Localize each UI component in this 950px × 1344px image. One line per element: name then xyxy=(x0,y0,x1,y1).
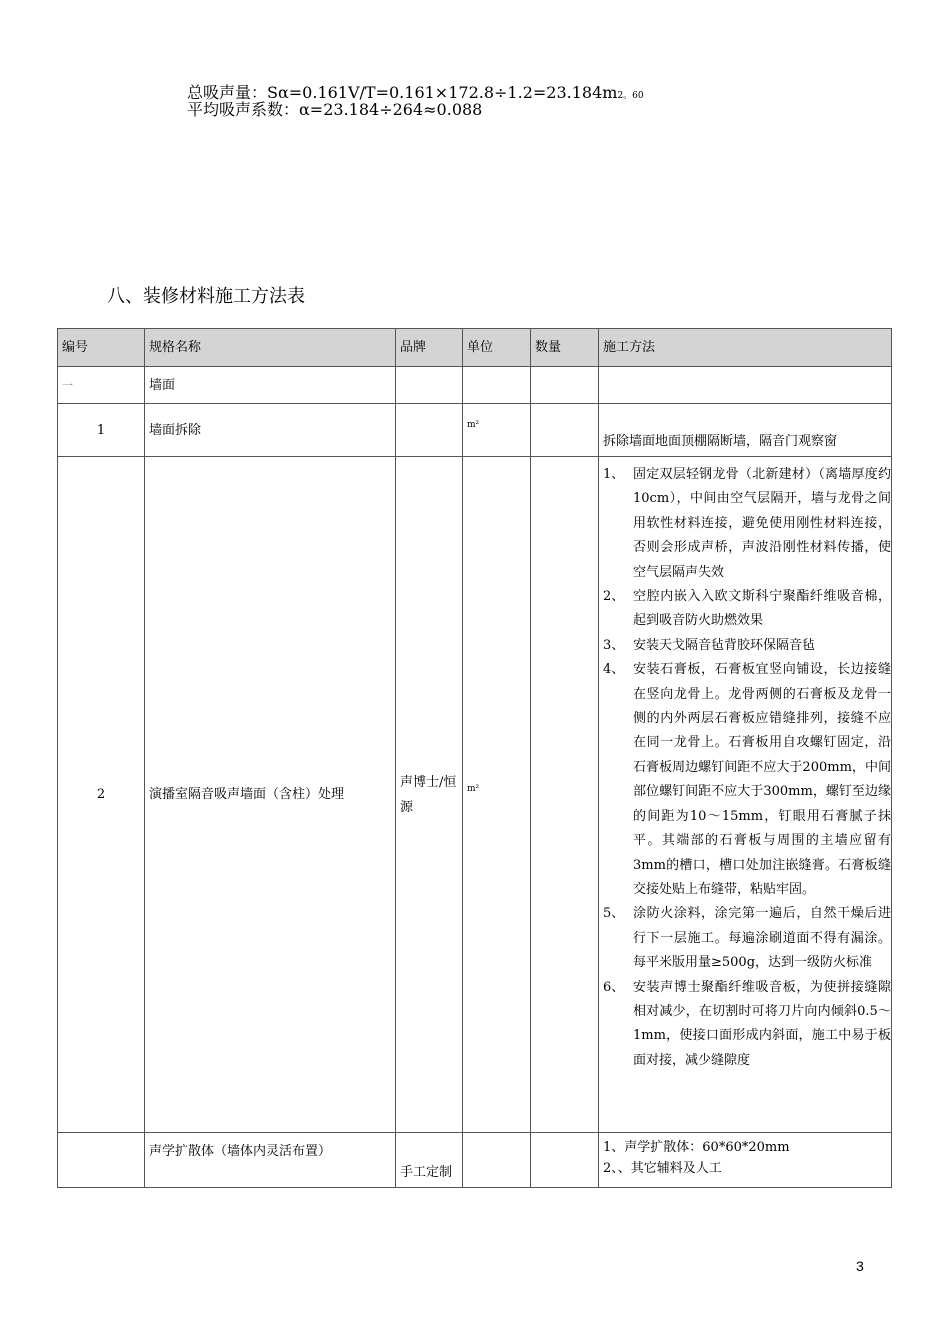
formula-total-absorption-suffix: 2。60 xyxy=(617,91,644,101)
page-number: 3 xyxy=(856,1258,864,1274)
list-item: 1、 固定双层轻钢龙骨（北新建材）（离墙厚度约10cm），中间由空气层隔开，墙与龙骨之间用软性材料连接，避免使用刚性材料连接，否则会形成声桥，声波沿刚性材料传播，使空气层隔声失效 xyxy=(603,467,891,580)
brand-cell: 声博士/恒源 xyxy=(396,457,463,1133)
quantity-cell xyxy=(531,404,599,457)
table-header-row xyxy=(58,329,892,367)
unit-cell xyxy=(463,457,531,1133)
header-cell-spec: 规格名称 xyxy=(145,329,396,367)
brand-cell xyxy=(396,404,463,457)
list-item: 6、 安装声博士聚酯纤维吸音板，为使拼接缝隙相对减少，在切割时可将刀片向内倾斜0.5～1mm，使接口面形成内斜面，施工中易于板面对接，减少缝隙度 xyxy=(603,979,891,1068)
unit-text: m² xyxy=(467,419,480,430)
empty-cell xyxy=(463,367,531,404)
header-cell-method: 施工方法 xyxy=(599,329,892,367)
header-cell-unit: 单位 xyxy=(463,329,531,367)
spec-name: 墙面拆除 xyxy=(145,404,396,457)
empty-cell xyxy=(396,367,463,404)
formula-total-absorption-text: 总吸声量：Sα=0.161V/T=0.161×172.8÷1.2=23.184m xyxy=(187,83,618,102)
unit-cell xyxy=(463,1133,531,1188)
header-cell-quantity: 数量 xyxy=(531,329,599,367)
spec-name: 声学扩散体（墙体内灵活布置） xyxy=(145,1133,396,1188)
table-row xyxy=(58,404,892,457)
list-item: 4、 安装石膏板，石膏板宜竖向铺设，长边接缝在竖向龙骨上。龙骨两侧的石膏板及龙骨一侧的内外两层石膏板应错缝排列，接缝不应在同一龙骨上。石膏板用自攻螺钉固定，沿石膏板周边螺钉间距不应大于200mm，中间部位螺钉间距不应大于300mm，螺钉至边缘的间距为10～15mm，钉眼用石膏腻子抹平。其端部的石膏板与周围的主墙应留有3mm的槽口，槽口处加注嵌缝膏。石膏板缝交接处贴上布缝带，粘贴牢固。 xyxy=(603,662,891,897)
header-cell-brand: 品牌 xyxy=(396,329,463,367)
formula-average-coefficient: 平均吸声系数：α=23.184÷264≈0.088 xyxy=(187,100,483,119)
materials-table xyxy=(57,328,892,1188)
method-cell xyxy=(599,457,892,1133)
method-cell xyxy=(599,1133,892,1188)
section-name: 墙面 xyxy=(145,367,396,404)
list-item: 5、 涂防火涂料，涂完第一遍后，自然干燥后进行下一层施工。每遍涂刷道面不得有漏涂。每平米版用量≥500g，达到一级防火标准 xyxy=(603,906,891,971)
spec-name: 演播室隔音吸声墙面（含柱）处理 xyxy=(145,457,396,1133)
table-row xyxy=(58,1133,892,1188)
method-line: 2、、其它辅料及人工 xyxy=(603,1161,722,1176)
list-item: 2、 空腔内嵌入入欧文斯科宁聚酯纤维吸音棉，起到吸音防火助燃效果 xyxy=(603,589,891,629)
empty-cell xyxy=(599,367,892,404)
row-number: 1 xyxy=(58,404,145,457)
quantity-cell xyxy=(531,457,599,1133)
unit-cell xyxy=(463,404,531,457)
row-number: 2 xyxy=(58,457,145,1133)
empty-cell xyxy=(531,367,599,404)
table-row-section-wall xyxy=(58,367,892,404)
quantity-cell xyxy=(531,1133,599,1188)
method-line: 1、声学扩散体：60*60*20mm xyxy=(603,1140,790,1155)
section-number: 一 xyxy=(58,367,145,404)
header-cell-number: 编号 xyxy=(58,329,145,367)
section-title: 八、装修材料施工方法表 xyxy=(107,286,305,307)
list-item: 3、 安装天戈隔音毡背胶环保隔音毡 xyxy=(603,637,816,653)
table-row xyxy=(58,457,892,1133)
row-number xyxy=(58,1133,145,1188)
method-cell: 拆除墙面地面顶棚隔断墙，隔音门观察窗 xyxy=(599,404,892,457)
method-steps-list xyxy=(603,463,891,1073)
unit-text: m² xyxy=(467,784,480,794)
brand-cell: 手工定制 xyxy=(396,1133,463,1188)
